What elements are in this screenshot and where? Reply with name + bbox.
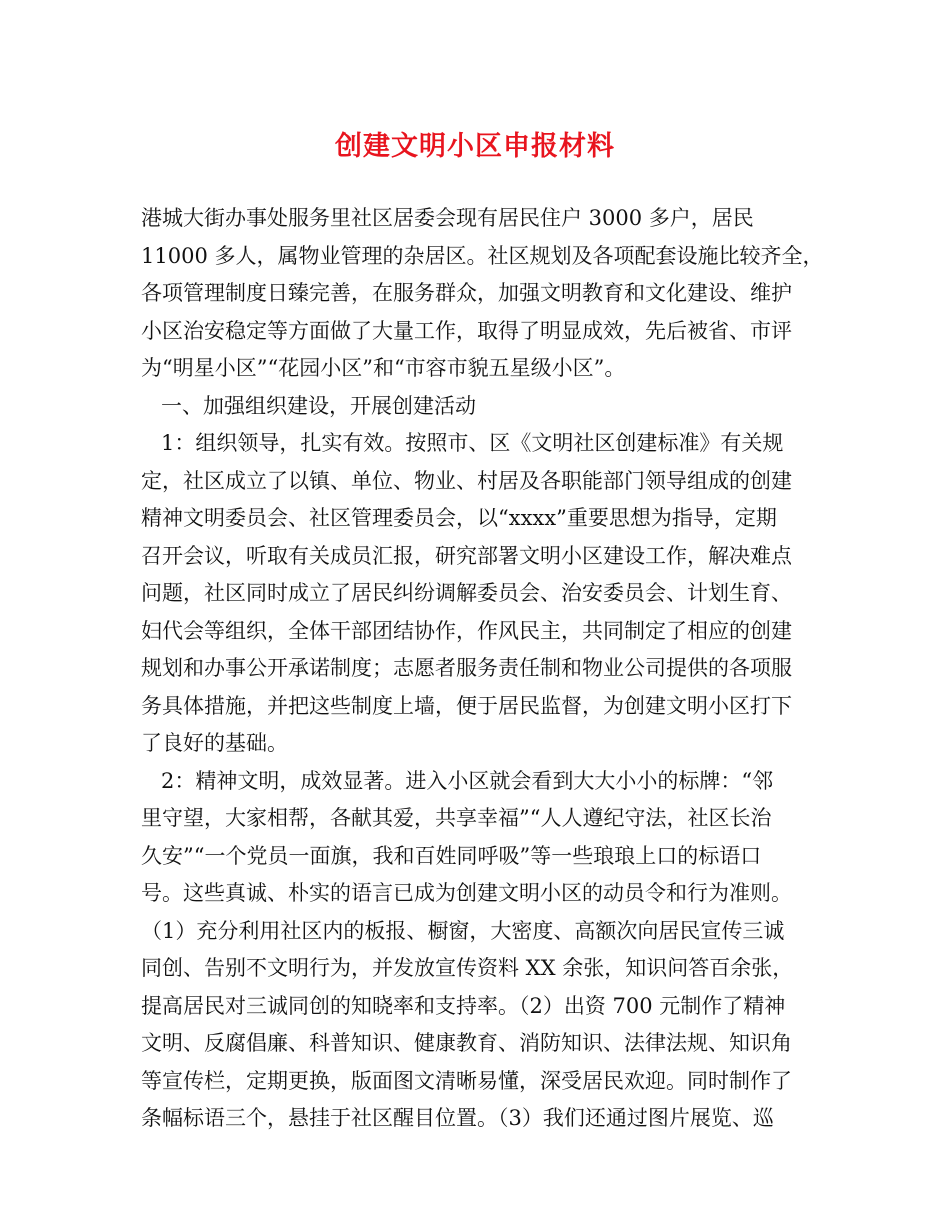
body-line: 港城大街办事处服务里社区居委会现有居民住户 3000 多户，居民	[141, 206, 754, 230]
body-line: 条幅标语三个，悬挂于社区醒目位置。（3）我们还通过图片展览、巡	[141, 1106, 774, 1130]
body-line: 文明、反腐倡廉、科普知识、健康教育、消防知识、法律法规、知识角	[141, 1031, 792, 1055]
body-line: 规划和办事公开承诺制度；志愿者服务责任制和物业公司提供的各项服	[141, 656, 792, 680]
section-heading: 一、加强组织建设，开展创建活动	[161, 393, 476, 418]
body-line: 定，社区成立了以镇、单位、物业、村居及各职能部门领导组成的创建	[141, 468, 792, 493]
body-line: 召开会议，听取有关成员汇报，研究部署文明小区建设工作，解决难点	[141, 543, 792, 568]
body-line: 里守望，大家相帮，各献其爱，共享幸福”“人人遵纪守法，社区长治	[141, 806, 772, 830]
body-line: 各项管理制度日臻完善，在服务群众，加强文明教育和文化建设、维护	[141, 281, 792, 305]
body-line: 妇代会等组织，全体干部团结协作，作风民主，共同制定了相应的创建	[141, 618, 792, 643]
body-line: 同创、告别不文明行为，并发放宣传资料 XX 余张，知识问答百余张，	[141, 956, 794, 980]
body-line: 久安”“一个党员一面旗，我和百姓同呼吸”等一些琅琅上口的标语口	[141, 843, 762, 868]
document-body	[141, 200, 831, 1138]
body-line: 精神文明委员会、社区管理委员会，以“xxxx”重要思想为指导，定期	[141, 506, 777, 530]
body-line: 问题，社区同时成立了居民纠纷调解委员会、治安委员会、计划生育、	[141, 581, 792, 605]
body-line: 1：组织领导，扎实有效。按照市、区《文明社区创建标准》有关规	[161, 431, 784, 455]
document-title: 创建文明小区申报材料	[335, 131, 615, 162]
body-line: 提高居民对三诚同创的知晓率和支持率。（2）出资 700 元制作了精神	[141, 993, 786, 1018]
body-line: 等宣传栏，定期更换，版面图文清晰易懂，深受居民欢迎。同时制作了	[141, 1068, 792, 1093]
body-line: 了良好的基础。	[141, 731, 288, 755]
body-line: 为“明星小区”“花园小区”和“市容市貌五星级小区”。	[141, 356, 626, 380]
body-line: 2：精神文明，成效显著。进入小区就会看到大大小小的标牌：“邻	[161, 768, 774, 793]
body-line: 号。这些真诚、朴实的语言已成为创建文明小区的动员令和行为准则。	[141, 881, 792, 905]
body-line: 务具体措施，并把这些制度上墙，便于居民监督，为创建文明小区打下	[141, 693, 792, 718]
body-line: 11000 多人，属物业管理的杂居区。社区规划及各项配套设施比较齐全，	[141, 243, 824, 268]
body-line: 小区治安稳定等方面做了大量工作，取得了明显成效，先后被省、市评	[141, 318, 792, 343]
body-line: （1）充分利用社区内的板报、橱窗，大密度、高额次向居民宣传三诚	[141, 918, 785, 943]
